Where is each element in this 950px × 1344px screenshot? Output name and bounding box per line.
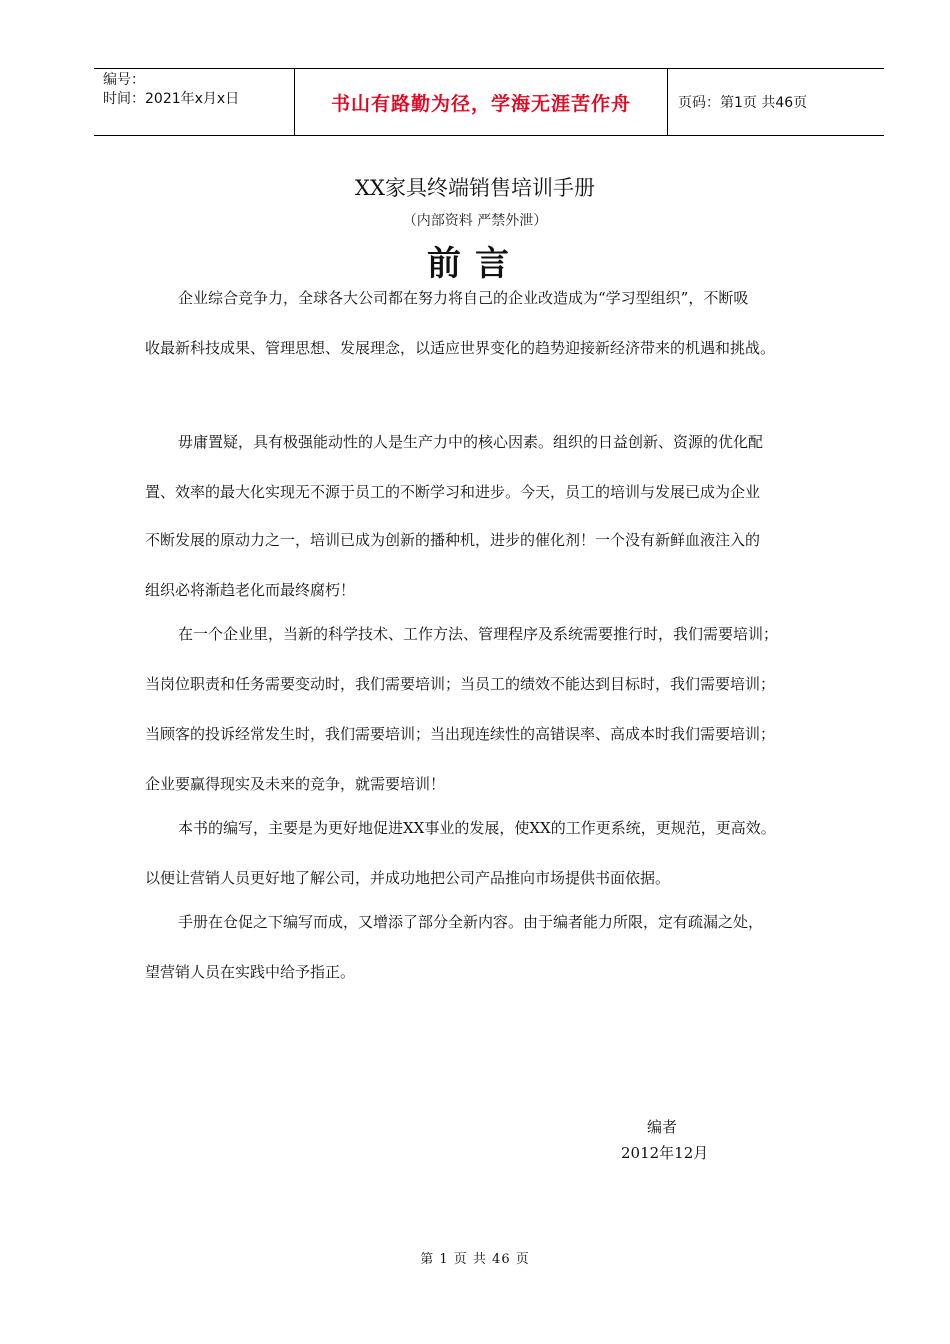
paragraph-line: 以便让营销人员更好地了解公司，并成功地把公司产品推向市场提供书面依据。: [145, 869, 671, 887]
document-title: XX家具终端销售培训手册: [355, 176, 595, 200]
paragraph-line: 企业综合竞争力，全球各大公司都在努力将自己的企业改造成为“学习型组织”，不断吸: [178, 289, 749, 307]
signature-date: 2012年12月: [621, 1144, 709, 1162]
signature-role: 编者: [647, 1118, 678, 1136]
document-number-label: 编号：: [103, 72, 145, 88]
paragraph-line: 当岗位职责和任务需要变动时，我们需要培训；当员工的绩效不能达到目标时，我们需要培训；: [145, 675, 776, 693]
document-time-label: 时间：2021年x月x日: [103, 91, 240, 107]
section-heading: 前言: [427, 244, 523, 284]
header-meta: [94, 69, 295, 135]
page-header: [94, 68, 884, 136]
paragraph-line: 手册在仓促之下编写而成，又增添了部分全新内容。由于编者能力所限，定有疏漏之处，: [178, 913, 764, 931]
page-footer: 第 1 页 共 46 页: [420, 1252, 530, 1267]
header-motto: 书山有路勤为径，学海无涯苦作舟: [295, 69, 668, 135]
paragraph-line: 在一个企业里，当新的科学技术、工作方法、管理程序及系统需要推行时，我们需要培训；: [178, 625, 779, 643]
document-subtitle: （内部资料 严禁外泄）: [402, 213, 548, 229]
paragraph-line: 本书的编写，主要是为更好地促进XX事业的发展，使XX的工作更系统，更规范，更高效。: [178, 819, 776, 837]
paragraph-line: 望营销人员在实践中给予指正。: [145, 963, 356, 981]
paragraph-line: 组织必将渐趋老化而最终腐朽！: [145, 581, 356, 599]
header-page-label: 页码：第1页 共46页: [678, 95, 808, 111]
paragraph-line: 收最新科技成果、管理思想、发展理念，以适应世界变化的趋势迎接新经济带来的机遇和挑战。: [145, 339, 776, 357]
paragraph-line: 当顾客的投诉经常发生时，我们需要培训；当出现连续性的高错误率、高成本时我们需要培训；: [145, 725, 776, 743]
paragraph-line: 企业要赢得现实及未来的竞争，就需要培训！: [145, 775, 446, 793]
paragraph-line: 置、效率的最大化实现无不源于员工的不断学习和进步。今天，员工的培训与发展已成为企业: [145, 483, 761, 501]
paragraph-line: 毋庸置疑，具有极强能动性的人是生产力中的核心因素。组织的日益创新、资源的优化配: [178, 433, 764, 451]
paragraph-line: 不断发展的原动力之一，培训已成为创新的播种机，进步的催化剂！一个没有新鲜血液注入的: [145, 531, 761, 549]
